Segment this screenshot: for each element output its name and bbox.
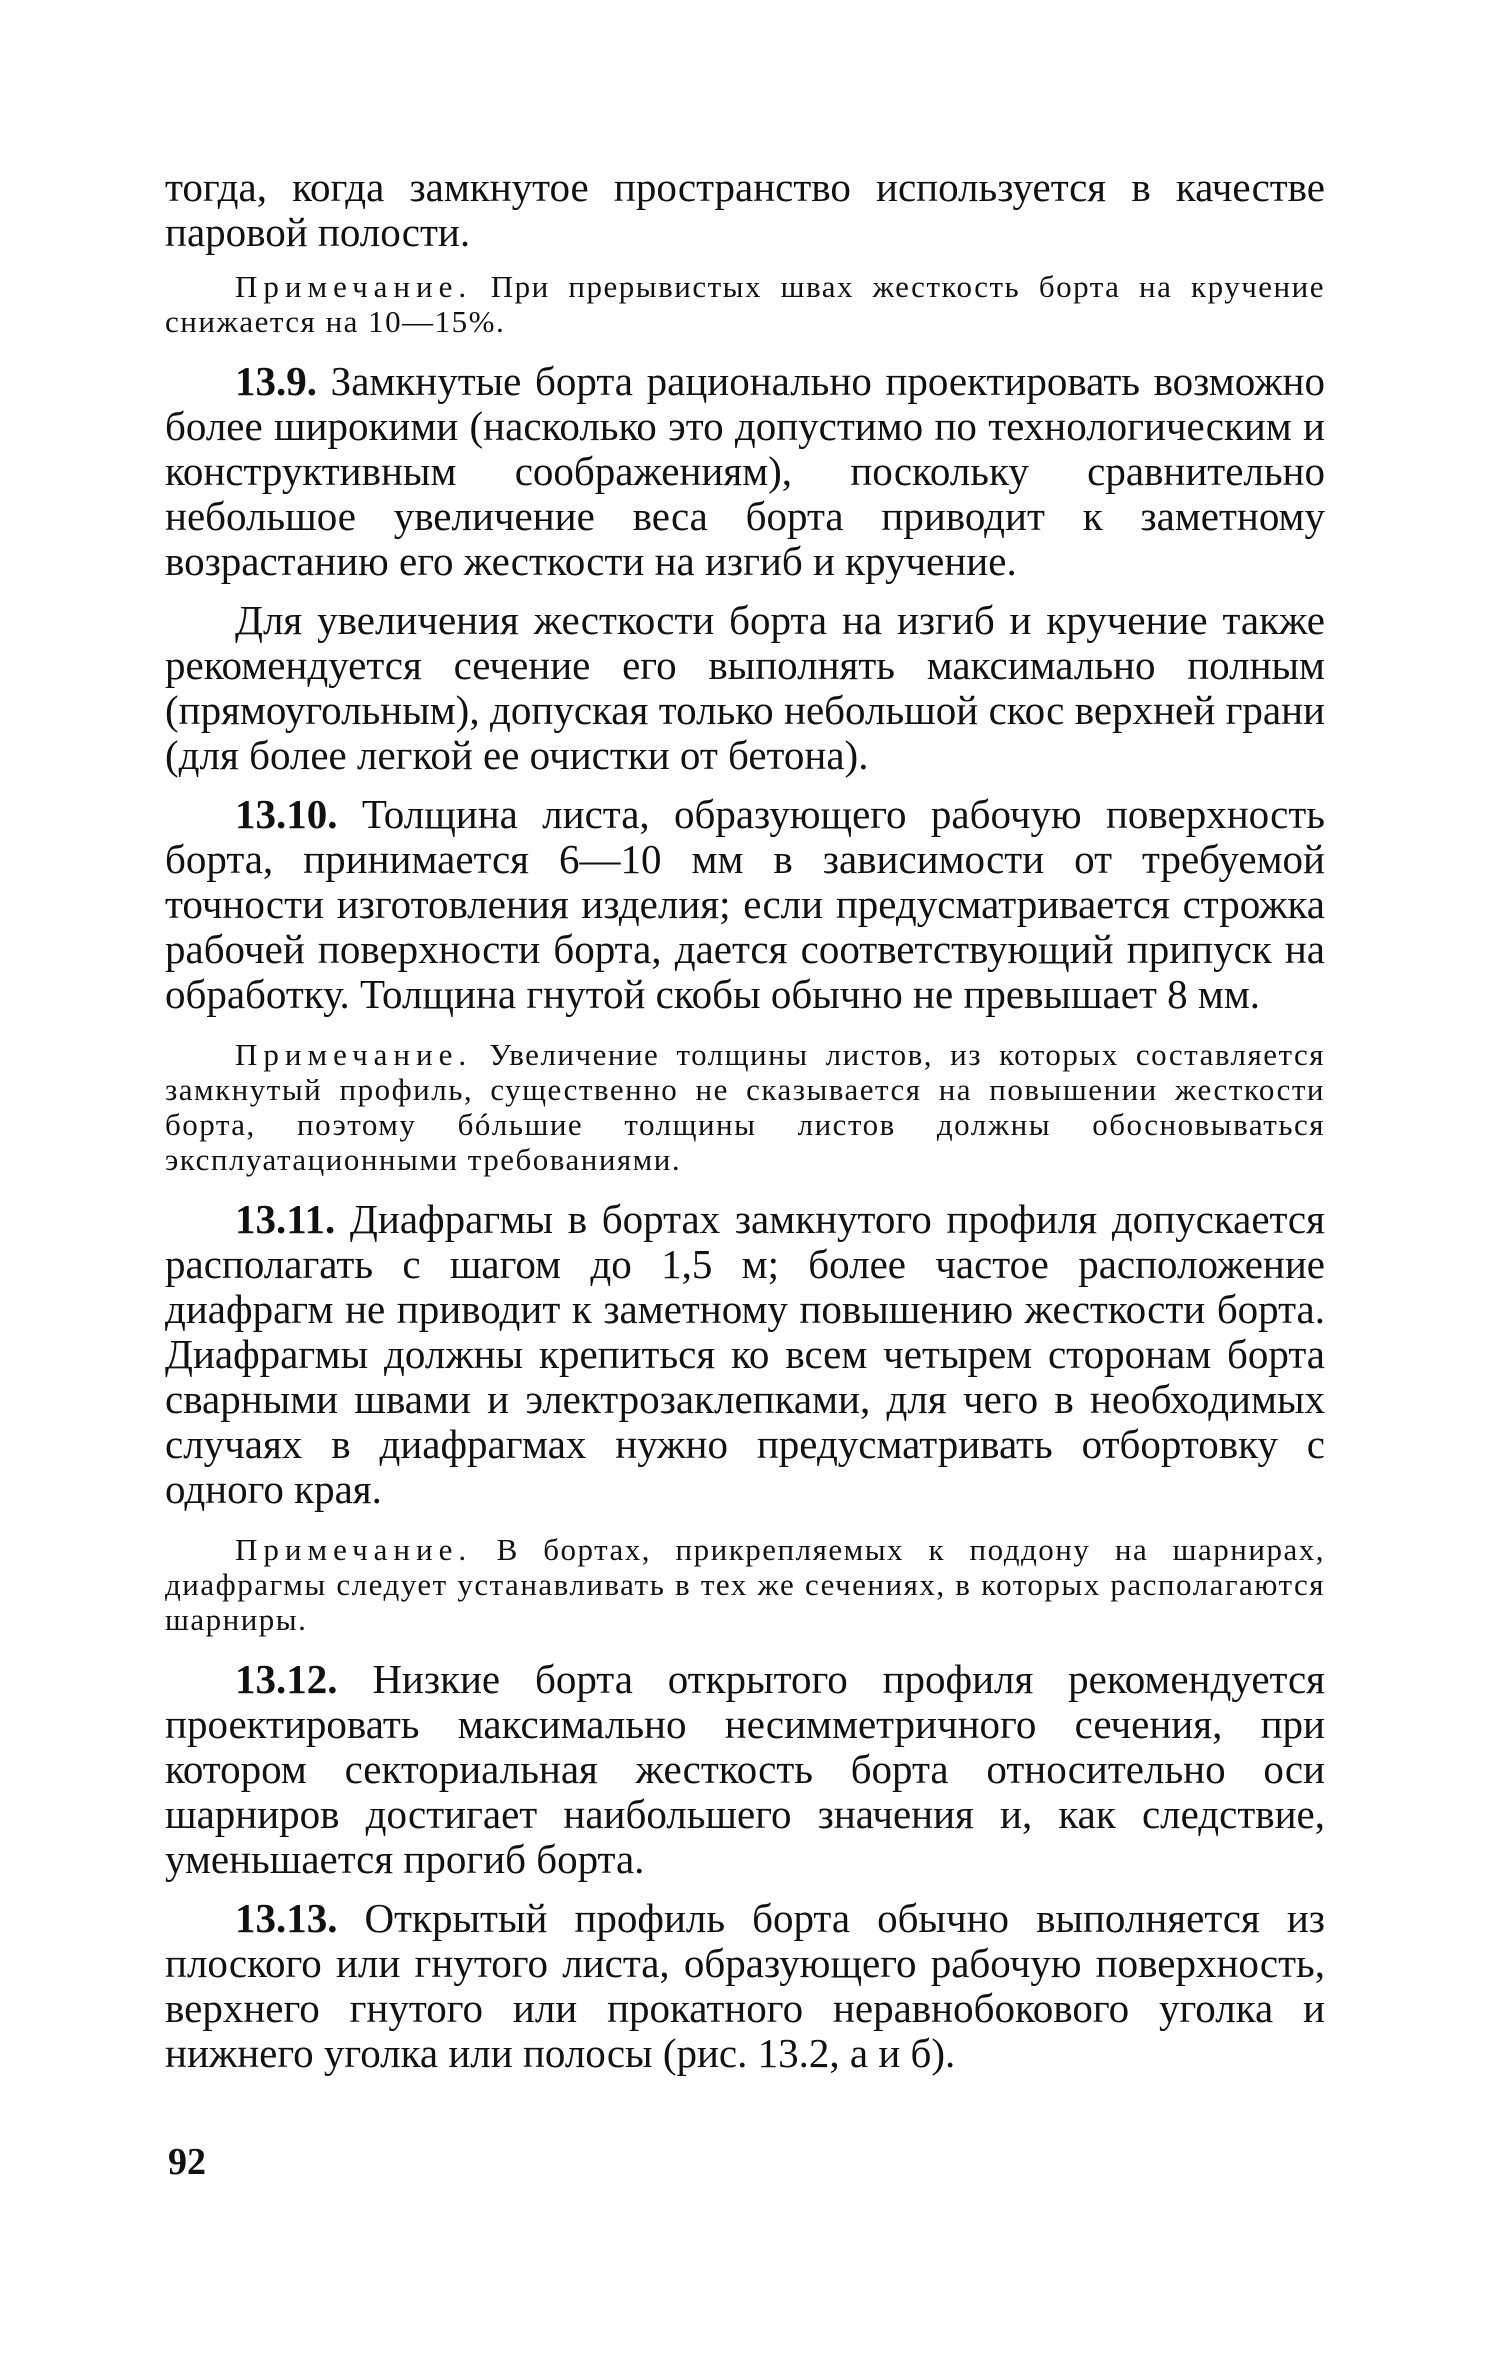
paragraph-text: Для увеличения жесткости борта на изгиб и кручение также рекомендуется сечение его выполнять максимально полным (прямоугольным), допуская только небольшой скос верхней грани (для более легкой ее очистки от бетона). (165, 597, 1325, 778)
page-number: 92 (168, 2141, 206, 2183)
paragraph-13-11 (165, 1197, 1325, 1512)
note-label: Примечание. (235, 1532, 473, 1567)
paragraph-13-9 (165, 359, 1325, 584)
section-number: 13.13. (235, 1895, 338, 1941)
paragraph-13-12 (165, 1657, 1325, 1882)
paragraph-continued (165, 165, 1325, 255)
note-text: Увеличение толщины листов, из которых составляется замкнутый профиль, существенно не сказывается на повышении жесткости борта, поэтому бóльшие толщины листов должны обосновываться эксплуатационными требованиями. (165, 1037, 1325, 1177)
note-label: Примечание. (235, 269, 473, 304)
section-number: 13.11. (235, 1196, 336, 1242)
note-2 (165, 1037, 1325, 1177)
paragraph-text: Толщина листа, образующего рабочую поверхность борта, принимается 6—10 мм в зависимости от требуемой точности изготовления изделия; если предусматривается строжка рабочей поверхности борта, дается соответствующий припуск на обработку. Толщина гнутой скобы обычно не превышает 8 мм. (165, 791, 1325, 1017)
note-text: При прерывистых швах жесткость борта на кручение снижается на 10—15%. (165, 269, 1325, 339)
paragraph-text: Замкнутые борта рационально проектировать возможно более широкими (насколько это допустимо по технологическим и конструктивным соображениям), поскольку сравнительно небольшое увеличение веса борта приводит к заметному возрастанию его жесткости на изгиб и кручение. (165, 358, 1325, 584)
note-label: Примечание. (235, 1037, 473, 1072)
section-number: 13.9. (235, 358, 317, 404)
paragraph-text: тогда, когда замкнутое пространство используется в качестве паровой полости. (165, 164, 1325, 255)
section-number: 13.10. (235, 791, 338, 837)
note-1 (165, 269, 1325, 339)
paragraph-13-13 (165, 1896, 1325, 2076)
section-number: 13.12. (235, 1656, 338, 1702)
paragraph-text: Диафрагмы в бортах замкнутого профиля допускается располагать с шагом до 1,5 м; более частое расположение диафрагм не приводит к заметному повышению жесткости борта. Диафрагмы должны крепиться ко всем четырем сторонам борта сварными швами и электрозаклепками, для чего в необходимых случаях в диафрагмах нужно предусматривать отбортовку с одного края. (165, 1196, 1325, 1512)
paragraph-13-10 (165, 792, 1325, 1017)
note-text: В бортах, прикрепляемых к поддону на шарнирах, диафрагмы следует устанавливать в тех же сечениях, в которых располагаются шарниры. (165, 1532, 1325, 1637)
paragraph-13-9-continued (165, 598, 1325, 778)
page-content (165, 165, 1325, 2076)
paragraph-text: Открытый профиль борта обычно выполняется из плоского или гнутого листа, образующего рабочую поверхность, верхнего гнутого или прокатного неравнобокового уголка и нижнего уголка или полосы (рис. 13.2, а и б). (165, 1895, 1325, 2076)
paragraph-text: Низкие борта открытого профиля рекомендуется проектировать максимально несимметричного сечения, при котором секториальная жесткость борта относительно оси шарниров достигает наибольшего значения и, как следствие, уменьшается прогиб борта. (165, 1656, 1325, 1882)
note-3 (165, 1532, 1325, 1637)
